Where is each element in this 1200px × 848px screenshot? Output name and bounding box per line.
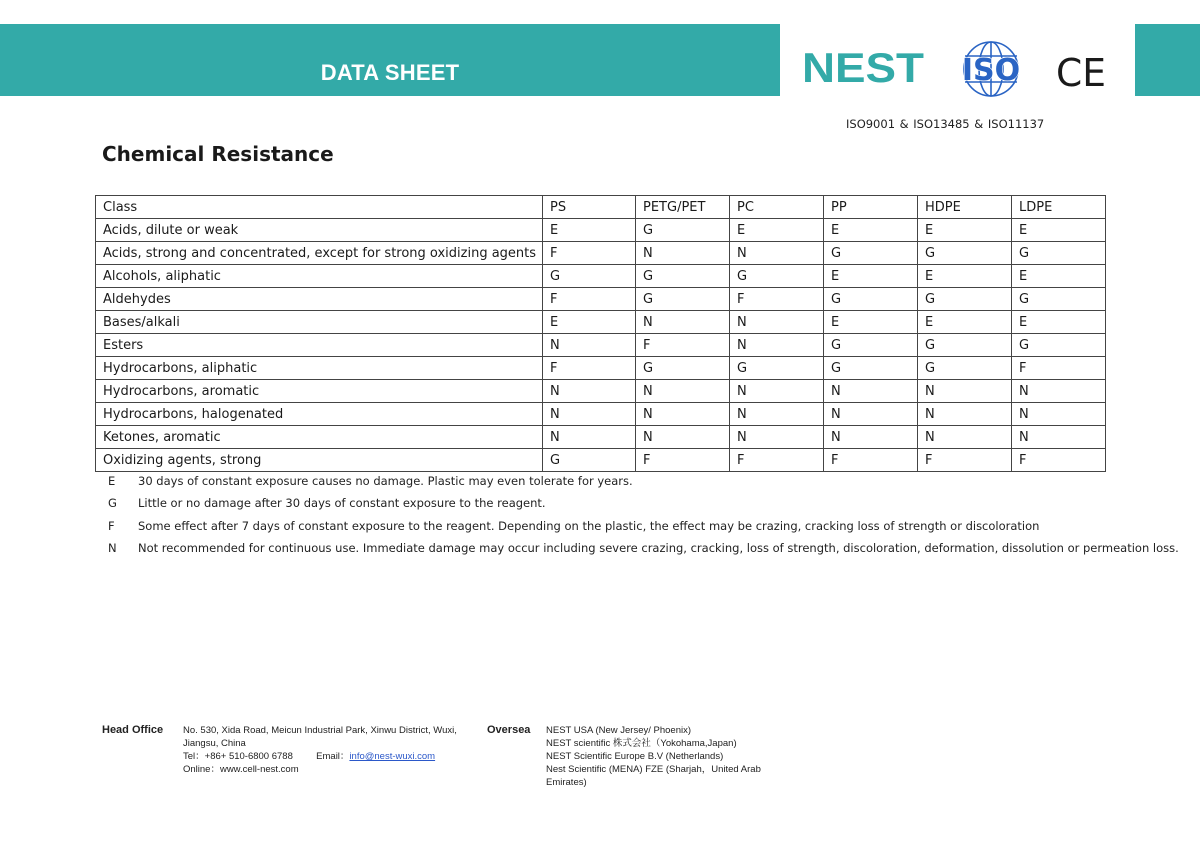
rating-cell: N xyxy=(918,403,1012,426)
rating-cell: G xyxy=(918,242,1012,265)
rating-cell: N xyxy=(543,403,636,426)
telephone: Tel：+86+ 510-6800 6788 xyxy=(183,751,293,762)
rating-cell: N xyxy=(543,426,636,449)
rating-cell: N xyxy=(730,403,824,426)
table-body xyxy=(96,219,1106,472)
rating-cell: N xyxy=(824,426,918,449)
table-header-row xyxy=(96,196,1106,219)
legend-item xyxy=(108,496,1179,518)
rating-cell: F xyxy=(1012,449,1106,472)
chemical-resistance-table xyxy=(95,195,1106,472)
column-header: PP xyxy=(824,196,918,219)
rating-cell: N xyxy=(543,334,636,357)
nest-logo xyxy=(802,48,926,90)
chemical-class-cell: Aldehydes xyxy=(96,288,543,311)
table-row xyxy=(96,403,1106,426)
rating-cell: N xyxy=(730,426,824,449)
rating-cell: E xyxy=(918,311,1012,334)
column-header: LDPE xyxy=(1012,196,1106,219)
chemical-class-cell: Oxidizing agents, strong xyxy=(96,449,543,472)
column-header: PETG/PET xyxy=(636,196,730,219)
legend-code: G xyxy=(108,496,117,511)
rating-cell: F xyxy=(543,357,636,380)
legend-code: F xyxy=(108,518,115,533)
column-header: HDPE xyxy=(918,196,1012,219)
rating-cell: N xyxy=(636,242,730,265)
rating-cell: E xyxy=(824,219,918,242)
table-row xyxy=(96,219,1106,242)
legend-code: E xyxy=(108,474,116,488)
legend-description: Not recommended for continuous use. Immediate damage may occur including severe crazing, cracking, loss of strength, discoloration, deformation, dissolution or permeation loss. xyxy=(138,541,1179,556)
iso-standards-line: ISO9001 & ISO13485 & ISO11137 xyxy=(846,117,1045,131)
document-title: DATA SHEET xyxy=(320,60,460,85)
rating-cell: G xyxy=(1012,288,1106,311)
rating-cell: F xyxy=(543,288,636,311)
chemical-class-cell: Ketones, aromatic xyxy=(96,426,543,449)
table-row xyxy=(96,334,1106,357)
header-accent-tab xyxy=(1135,24,1200,96)
rating-cell: G xyxy=(1012,242,1106,265)
rating-cell: G xyxy=(543,449,636,472)
rating-cell: N xyxy=(636,403,730,426)
chemical-class-cell: Hydrocarbons, halogenated xyxy=(96,403,543,426)
legend-description: Little or no damage after 30 days of constant exposure to the reagent. xyxy=(138,496,546,511)
section-title: Chemical Resistance xyxy=(102,142,334,166)
rating-cell: G xyxy=(636,288,730,311)
rating-cell: G xyxy=(1012,334,1106,357)
column-header: PC xyxy=(730,196,824,219)
oversea-office: Nest Scientific (MENA) FZE (Sharjah，United Arab xyxy=(546,764,761,775)
chemical-class-cell: Bases/alkali xyxy=(96,311,543,334)
oversea-office: NEST Scientific Europe B.V (Netherlands) xyxy=(546,751,724,762)
ce-mark-text: CE xyxy=(1056,52,1106,92)
rating-cell: F xyxy=(730,288,824,311)
rating-cell: E xyxy=(1012,219,1106,242)
email-link[interactable]: info@nest-wuxi.com xyxy=(349,751,436,762)
nest-logo-text: NEST xyxy=(802,48,925,86)
rating-cell: G xyxy=(918,288,1012,311)
email-label: Email： xyxy=(316,751,350,762)
table-row xyxy=(96,311,1106,334)
table-row xyxy=(96,449,1106,472)
website: Online：www.cell-nest.com xyxy=(183,764,299,775)
rating-cell: G xyxy=(824,288,918,311)
legend-description: Some effect after 7 days of constant exposure to the reagent. Depending on the plastic, the effect may be crazing, cracking loss of strength or discoloration xyxy=(138,518,1040,533)
rating-cell: E xyxy=(730,219,824,242)
rating-legend xyxy=(108,474,1179,564)
rating-cell: N xyxy=(636,311,730,334)
table-row xyxy=(96,288,1106,311)
rating-cell: F xyxy=(543,242,636,265)
legend-description: 30 days of constant exposure causes no damage. Plastic may even tolerate for years. xyxy=(138,474,633,488)
rating-cell: G xyxy=(918,357,1012,380)
rating-cell: G xyxy=(636,219,730,242)
chemical-class-cell: Acids, dilute or weak xyxy=(96,219,543,242)
rating-cell: G xyxy=(730,357,824,380)
legend-code: N xyxy=(108,541,117,556)
column-header: PS xyxy=(543,196,636,219)
address-line: No. 530, Xida Road, Meicun Industrial Park, Xinwu District, Wuxi, xyxy=(183,725,457,736)
table-row xyxy=(96,380,1106,403)
rating-cell: G xyxy=(918,334,1012,357)
rating-cell: F xyxy=(918,449,1012,472)
chemical-class-cell: Hydrocarbons, aliphatic xyxy=(96,357,543,380)
table-row xyxy=(96,357,1106,380)
oversea-label: Oversea xyxy=(487,724,531,736)
head-office-label: Head Office xyxy=(102,724,164,736)
oversea-office: NEST USA (New Jersey/ Phoenix) xyxy=(546,725,692,736)
rating-cell: N xyxy=(636,426,730,449)
rating-cell: F xyxy=(730,449,824,472)
rating-cell: G xyxy=(824,357,918,380)
rating-cell: E xyxy=(1012,265,1106,288)
rating-cell: N xyxy=(1012,380,1106,403)
rating-cell: F xyxy=(1012,357,1106,380)
rating-cell: E xyxy=(543,311,636,334)
legend-item xyxy=(108,519,1179,541)
chemical-class-cell: Acids, strong and concentrated, except for strong oxidizing agents xyxy=(96,242,543,265)
rating-cell: G xyxy=(730,265,824,288)
rating-cell: G xyxy=(636,265,730,288)
iso-mark-text: ISO xyxy=(961,53,1021,88)
table-row xyxy=(96,242,1106,265)
rating-cell: N xyxy=(730,334,824,357)
rating-cell: F xyxy=(636,449,730,472)
chemical-class-cell: Alcohols, aliphatic xyxy=(96,265,543,288)
rating-cell: N xyxy=(824,380,918,403)
rating-cell: N xyxy=(1012,426,1106,449)
oversea-office: Emirates) xyxy=(546,777,587,788)
rating-cell: G xyxy=(824,242,918,265)
chemical-class-cell: Esters xyxy=(96,334,543,357)
oversea-offices xyxy=(546,724,761,789)
rating-cell: N xyxy=(918,426,1012,449)
rating-cell: E xyxy=(824,311,918,334)
rating-cell: G xyxy=(636,357,730,380)
rating-cell: F xyxy=(636,334,730,357)
legend-item xyxy=(108,541,1179,563)
oversea-office: NEST scientific 株式会社（Yokohama,Japan) xyxy=(546,738,737,749)
column-header: Class xyxy=(96,196,543,219)
head-office-details xyxy=(183,724,457,776)
rating-cell: N xyxy=(730,242,824,265)
table-row xyxy=(96,265,1106,288)
rating-cell: E xyxy=(543,219,636,242)
rating-cell: N xyxy=(543,380,636,403)
legend-item xyxy=(108,474,1179,496)
iso-logo xyxy=(954,40,1028,102)
rating-cell: G xyxy=(824,334,918,357)
rating-cell: N xyxy=(730,380,824,403)
rating-cell: E xyxy=(918,265,1012,288)
table-row xyxy=(96,426,1106,449)
rating-cell: N xyxy=(636,380,730,403)
rating-cell: N xyxy=(918,380,1012,403)
rating-cell: E xyxy=(1012,311,1106,334)
contact-line xyxy=(183,750,457,763)
rating-cell: G xyxy=(543,265,636,288)
rating-cell: N xyxy=(824,403,918,426)
rating-cell: E xyxy=(918,219,1012,242)
ce-mark-logo xyxy=(1056,52,1108,96)
rating-cell: F xyxy=(824,449,918,472)
address-line: Jiangsu, China xyxy=(183,738,246,749)
rating-cell: N xyxy=(1012,403,1106,426)
rating-cell: N xyxy=(730,311,824,334)
chemical-class-cell: Hydrocarbons, aromatic xyxy=(96,380,543,403)
rating-cell: E xyxy=(824,265,918,288)
